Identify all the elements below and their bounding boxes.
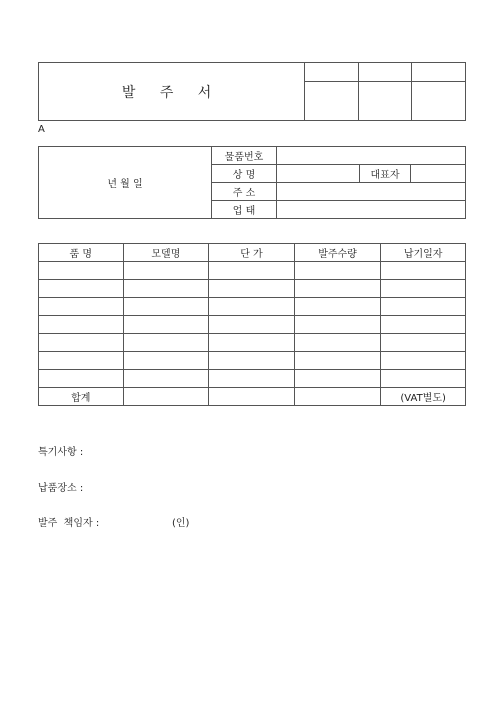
table-cell[interactable] <box>381 298 466 316</box>
special-notes-label: 특기사항 : <box>38 447 84 458</box>
table-cell[interactable] <box>294 262 381 280</box>
company-name-field[interactable] <box>277 165 360 183</box>
table-cell[interactable] <box>39 298 124 316</box>
product-number-label: 물품번호 <box>212 147 277 165</box>
column-header-quantity: 발주수량 <box>294 244 381 262</box>
company-name-label: 상 명 <box>212 165 277 183</box>
table-row <box>39 280 466 298</box>
table-cell[interactable] <box>209 352 295 370</box>
table-cell[interactable] <box>209 316 295 334</box>
approval-sign-box[interactable] <box>305 82 359 121</box>
table-cell[interactable] <box>39 316 124 334</box>
table-cell[interactable] <box>294 370 381 388</box>
document-title: 발 주 서 <box>39 63 305 121</box>
table-cell[interactable] <box>39 370 124 388</box>
table-cell[interactable] <box>123 388 209 406</box>
table-row <box>39 262 466 280</box>
table-cell[interactable] <box>294 334 381 352</box>
column-header-item-name: 품 명 <box>39 244 124 262</box>
table-cell[interactable] <box>123 298 209 316</box>
approval-box[interactable] <box>358 63 412 82</box>
table-cell[interactable] <box>381 262 466 280</box>
corner-label: A <box>38 124 45 135</box>
table-cell[interactable] <box>209 334 295 352</box>
table-cell[interactable] <box>39 334 124 352</box>
table-cell[interactable] <box>294 280 381 298</box>
table-cell[interactable] <box>209 298 295 316</box>
table-cell[interactable] <box>39 352 124 370</box>
table-cell[interactable] <box>123 280 209 298</box>
table-cell[interactable] <box>123 316 209 334</box>
table-cell[interactable] <box>39 262 124 280</box>
supplier-block <box>38 146 466 219</box>
vat-note: (VAT별도) <box>381 388 466 406</box>
column-header-unit-price: 단 가 <box>209 244 295 262</box>
column-header-delivery-date: 납기일자 <box>381 244 466 262</box>
table-row <box>39 334 466 352</box>
table-cell[interactable] <box>381 370 466 388</box>
table-cell[interactable] <box>209 388 295 406</box>
table-cell[interactable] <box>123 262 209 280</box>
table-cell[interactable] <box>381 334 466 352</box>
order-date[interactable]: 년 월 일 <box>39 147 212 219</box>
address-field[interactable] <box>277 183 466 201</box>
table-cell[interactable] <box>123 334 209 352</box>
approval-sign-box[interactable] <box>358 82 412 121</box>
table-cell[interactable] <box>209 370 295 388</box>
seal-mark: (인) <box>172 518 190 529</box>
total-label: 합계 <box>39 388 124 406</box>
table-cell[interactable] <box>381 352 466 370</box>
table-cell[interactable] <box>294 388 381 406</box>
column-header-model: 모델명 <box>123 244 209 262</box>
table-cell[interactable] <box>123 352 209 370</box>
items-table <box>38 243 466 406</box>
product-number-field[interactable] <box>277 147 466 165</box>
order-manager-label: 발주 책임자 : <box>38 518 100 529</box>
table-row <box>39 370 466 388</box>
table-cell[interactable] <box>381 316 466 334</box>
representative-field[interactable] <box>411 165 466 183</box>
table-row <box>39 352 466 370</box>
table-row <box>39 316 466 334</box>
approval-sign-box[interactable] <box>412 82 466 121</box>
approval-box[interactable] <box>412 63 466 82</box>
business-type-field[interactable] <box>277 201 466 219</box>
table-cell[interactable] <box>381 280 466 298</box>
table-cell[interactable] <box>294 352 381 370</box>
business-type-label: 업 태 <box>212 201 277 219</box>
delivery-place-label: 납품장소 : <box>38 483 84 494</box>
table-cell[interactable] <box>209 280 295 298</box>
table-cell[interactable] <box>123 370 209 388</box>
total-row <box>39 388 466 406</box>
approval-box[interactable] <box>305 63 359 82</box>
table-cell[interactable] <box>39 280 124 298</box>
representative-label: 대표자 <box>360 165 411 183</box>
items-header-row <box>39 244 466 262</box>
address-label: 주 소 <box>212 183 277 201</box>
table-cell[interactable] <box>294 316 381 334</box>
table-cell[interactable] <box>209 262 295 280</box>
title-block <box>38 62 466 121</box>
table-row <box>39 298 466 316</box>
table-cell[interactable] <box>294 298 381 316</box>
